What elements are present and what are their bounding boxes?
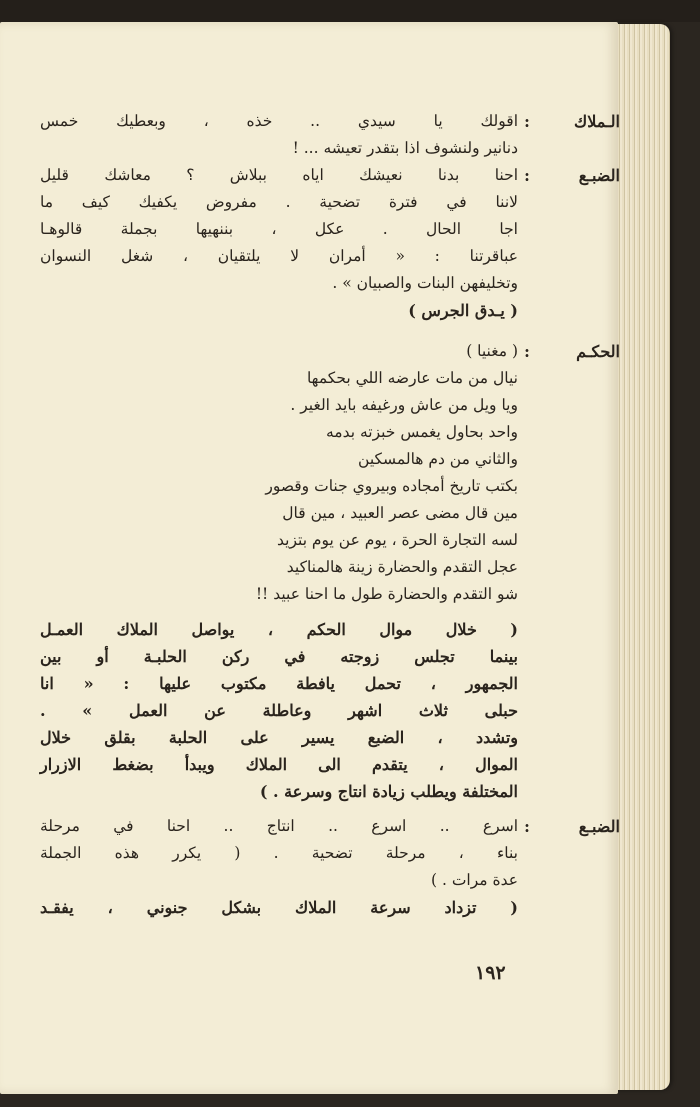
dialogue-line: عباقرتنا : « أمران لا يلتقيان ، شغل النسوان — [40, 247, 518, 265]
dialogue-line: عدة مرات . ) — [430, 871, 518, 889]
song-line: ويا ويل من عاش ورغيفه بايد الغير . — [290, 396, 518, 414]
song-line: لسه التجارة الحرة ، يوم عن يوم بتزيد — [277, 531, 518, 549]
speaker-name: الضبـع — [578, 817, 620, 836]
page-edges — [612, 24, 670, 1090]
speaker-colon: : — [524, 112, 530, 131]
speaker-name: الحكـم — [576, 342, 620, 361]
stage-direction: وتشدد ، الضبع يسير على الحلبة بقلق خلال — [40, 728, 518, 747]
dialogue-block — [40, 162, 620, 324]
dialogue-block — [40, 338, 620, 805]
dialogue-block — [40, 108, 620, 162]
song-line: بكتب تاريخ أمجاده وبيروي جنات وقصور — [265, 477, 518, 495]
backdrop — [0, 0, 700, 22]
speaker-name: الضبـع — [578, 166, 620, 185]
dialogue-line: بناء ، مرحلة تضحية . ( يكرر هذه الجملة — [40, 844, 518, 862]
speaker-name: الـملاك — [574, 112, 620, 131]
stage-direction: الموال ، يتقدم الى الملاك ويبدأ بضغط الازرار — [40, 755, 519, 774]
dialogue-line: دنانير ولنشوف اذا بتقدر تعيشه ... ! — [292, 139, 518, 157]
speaker-colon: : — [524, 342, 530, 361]
dialogue-line: اجا الحال . عكل ، بننهيها بجملة قالوهـا — [40, 220, 518, 238]
song-line: مين قال مضى عصر العبيد ، مين قال — [282, 504, 518, 522]
stage-direction: بينما تجلس زوجته في ركن الحلبـة أو بين — [40, 647, 518, 666]
stage-direction: حبلى ثلاث اشهر وعاطلة عن العمل » . — [40, 701, 518, 720]
stage-direction: ( تزداد سرعة الملاك بشكل جنوني ، يفقـد — [40, 898, 518, 917]
dialogue-block — [40, 813, 620, 921]
dialogue-line: اقولك يا سيدي .. خذه ، وبعطيك خمس — [40, 112, 518, 130]
song-line: واحد بحاول يغمس خبزته بدمه — [325, 423, 518, 441]
dialogue-line: لاننا في فترة تضحية . مفروض يكفيك كيف ما — [40, 193, 518, 211]
dialogue-line: ( مغنيا ) — [466, 342, 518, 360]
song-line: نيال من مات عارضه اللي بحكمها — [306, 369, 518, 387]
speaker-colon: : — [524, 817, 530, 836]
stage-direction: الجمهور ، تحمل يافطة مكتوب عليها : « انا — [40, 674, 518, 693]
page-text — [40, 108, 620, 921]
song-line: شو التقدم والحضارة طول ما احنا عبيد !! — [255, 585, 518, 603]
page-number: ١٩٢ — [475, 962, 506, 984]
dialogue-line: وتخليفهن البنات والصبيان » . — [332, 274, 518, 292]
stage-direction: المختلفة ويطلب زيادة انتاج وسرعة . ) — [259, 782, 518, 801]
stage-direction: ( يـدق الجرس ) — [408, 301, 518, 320]
stage-direction: ( خلال موال الحكم ، يواصل الملاك العمـل — [40, 620, 518, 639]
dialogue-line: احنا بدنا نعيشك اياه ببلاش ؟ معاشك قليل — [40, 166, 518, 184]
speaker-colon: : — [524, 166, 530, 185]
song-line: عجل التقدم والحضارة زينة هالمناكيد — [286, 558, 518, 576]
dialogue-line: اسرع .. اسرع .. انتاج .. احنا في مرحلة — [40, 817, 518, 835]
song-line: والثاني من دم هالمسكين — [358, 450, 518, 468]
